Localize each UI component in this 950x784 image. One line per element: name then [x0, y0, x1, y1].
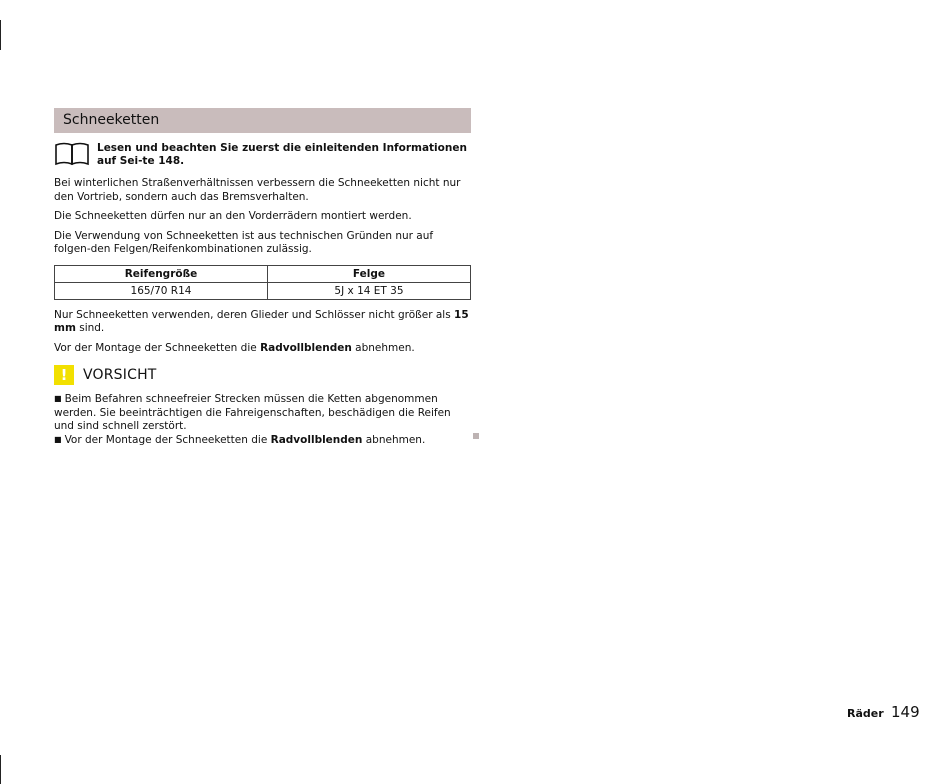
- table-row: [55, 282, 471, 299]
- warning-header: [54, 365, 471, 385]
- warning-bullet-2: [54, 434, 471, 448]
- note-wheel-covers: [54, 342, 471, 356]
- bullet-square-icon: ■: [54, 434, 62, 444]
- warning-bullet-1-text: Beim Befahren schneefreier Strecken müssen die Ketten abgenommen werden. Sie beeinträchtigen die Fahreigenschaften, beschädigen die Reifen und sind schnell zerstört.: [54, 393, 451, 432]
- note-chain-size: [54, 309, 471, 336]
- warning-bullet-1: [54, 393, 471, 434]
- table-header-row: [55, 265, 471, 282]
- note-wheel-covers-text: Vor der Montage der Schneeketten die: [54, 341, 261, 354]
- crop-mark-top: [0, 20, 1, 50]
- warning-badge-symbol: !: [60, 366, 68, 384]
- paragraph-2: Die Schneeketten dürfen nur an den Vorderrädern montiert werden.: [54, 210, 412, 222]
- note-wheel-covers-bold: Radvollblenden: [260, 341, 352, 354]
- table-header-tire-size: Reifengröße: [55, 265, 268, 282]
- table-header-rim: Felge: [267, 265, 470, 282]
- tire-spec-table: [54, 265, 471, 300]
- warning-bullet-2-end: abnehmen.: [362, 433, 426, 446]
- crop-mark-bottom: [0, 755, 1, 784]
- section-end-mark: [473, 433, 479, 439]
- note-chain-size-text: Nur Schneeketten verwenden, deren Glieder und Schlösser nicht größer als: [54, 308, 455, 321]
- page-number: 149: [891, 703, 920, 721]
- paragraph-3: Die Verwendung von Schneeketten ist aus technischen Gründen nur auf folgen-den Felgen/Reifenkombinationen zulässig.: [54, 229, 434, 255]
- bullet-square-icon: ■: [54, 394, 62, 403]
- note-chain-size-end: sind.: [75, 322, 105, 334]
- warning-bullet-2-text: Vor der Montage der Schneeketten die: [64, 433, 271, 446]
- table-cell-tire-size: 165/70 R14: [55, 282, 268, 299]
- intro-text: Lesen und beachten Sie zuerst die einleitenden Informationen auf Sei-te 148.: [97, 142, 467, 167]
- exclamation-icon: [54, 365, 74, 385]
- book-icon: [54, 142, 90, 166]
- footer-section-title: Räder: [847, 707, 884, 720]
- section-title: Schneeketten: [54, 108, 471, 133]
- table-cell-rim: 5J x 14 ET 35: [267, 282, 470, 299]
- warning-title: VORSICHT: [83, 367, 157, 383]
- content-column: [54, 108, 471, 447]
- paragraph-1: Bei winterlichen Straßenverhältnissen verbessern die Schneeketten nicht nur den Vortrieb, sondern auch das Bremsverhalten.: [54, 177, 461, 203]
- intro-note: [54, 142, 471, 168]
- note-wheel-covers-end: abnehmen.: [351, 341, 415, 354]
- warning-bullet-2-bold: Radvollblenden: [270, 433, 363, 446]
- note-chain-size-value: 15 mm: [54, 308, 469, 334]
